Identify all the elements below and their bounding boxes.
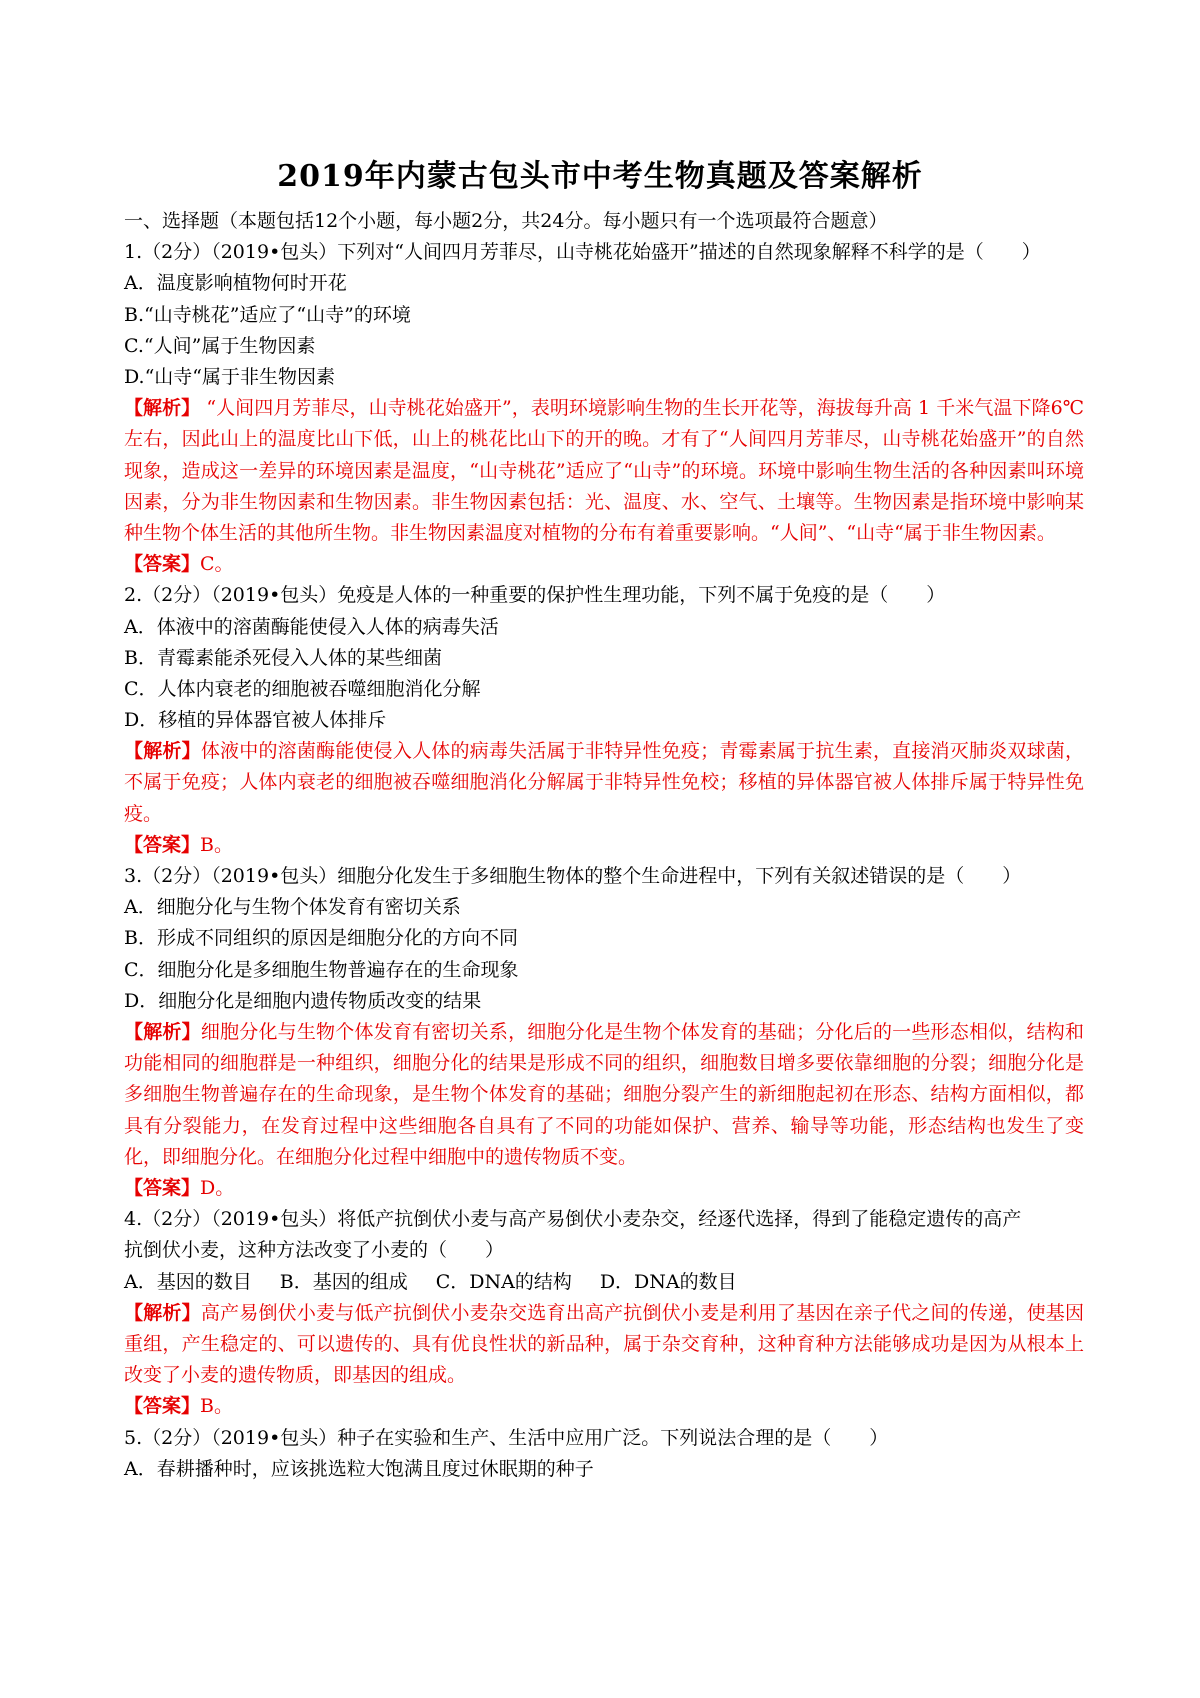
option-a: A．体液中的溶菌酶能使侵入人体的病毒失活 <box>124 615 499 638</box>
answer-tag: 【答案】 <box>124 553 201 576</box>
option-d: D．细胞分化是细胞内遗传物质改变的结果 <box>124 989 482 1012</box>
option-c: C．细胞分化是多细胞生物普遍存在的生命现象 <box>124 958 519 981</box>
option-a: A．春耕播种时，应该挑选粒大饱满且度过休眠期的种子 <box>124 1457 594 1480</box>
answer-value: B。 <box>200 833 233 856</box>
analysis-text: 体液中的溶菌酶能使侵入人体的病毒失活属于非特异性免疫；青霉素属于抗生素，直接消灭肺炎双球菌，不属于免疫；人体内衰老的细胞被吞噬细胞消化分解属于非特异性免校；移植的异体器官被人体排斥属于特异性免疫。 <box>124 740 1084 825</box>
answer-tag: 【答案】 <box>124 833 201 856</box>
question-stem: 3.（2分）（2019•包头）细胞分化发生于多细胞生物体的整个生命进程中，下列有关叙述错误的是（ ） <box>124 865 1022 888</box>
answer-line <box>124 549 1084 580</box>
question-4 <box>124 1204 1084 1422</box>
answer-line <box>124 1173 1084 1204</box>
answer-tag: 【答案】 <box>124 1395 201 1418</box>
answer-value: C。 <box>200 553 234 576</box>
options-row <box>124 1267 1084 1298</box>
answer-value: D。 <box>200 1177 235 1200</box>
option-c: C.“人间”属于生物因素 <box>124 334 316 357</box>
question-3 <box>124 861 1084 1204</box>
analysis-paragraph <box>124 736 1084 830</box>
option-c: C．人体内衰老的细胞被吞噬细胞消化分解 <box>124 677 481 700</box>
answer-value: B。 <box>200 1395 233 1418</box>
question-stem: 4.（2分）（2019•包头）将低产抗倒伏小麦与高产易倒伏小麦杂交，经逐代选择，得到了能稳定遗传的高产 <box>124 1208 1022 1231</box>
analysis-tag: 【解析】 <box>124 1301 201 1324</box>
question-stem: 2.（2分）（2019•包头）免疫是人体的一种重要的保护性生理功能，下列不属于免疫的是（ ） <box>124 584 946 607</box>
answer-tag: 【答案】 <box>124 1177 201 1200</box>
option-b: B．形成不同组织的原因是细胞分化的方向不同 <box>124 927 518 950</box>
option-b: B．基因的组成 <box>279 1270 408 1293</box>
analysis-text: “人间四月芳菲尽，山寺桃花始盛开”，表明环境影响生物的生长开花等，海拔每升高 1 千米气温下降6℃左右，因此山上的温度比山下低，山上的桃花比山下的开的晚。才有了“人间四月芳菲尽，山寺桃花始盛开”的自然现象，造成这一差异的环境因素是温度，“山寺桃花”适应了“山寺”的环境。环境中影响生物生活的各种因素叫环境因素，分为非生物因素和生物因素。非生物因素包括：光、温度、水、空气、土壤等。生物因素是指环境中影响某种生物个体生活的其他所生物。非生物因素温度对植物的分布有着重要影响。“人间”、“山寺“属于非生物因素。 <box>124 397 1084 544</box>
option-a: A．温度影响植物何时开花 <box>124 272 347 295</box>
question-5 <box>124 1423 1084 1485</box>
analysis-text: 高产易倒伏小麦与低产抗倒伏小麦杂交选育出高产抗倒伏小麦是利用了基因在亲子代之间的传递，使基因重组，产生稳定的、可以遗传的、具有优良性状的新品种，属于杂交育种，这种育种方法能够成功是因为从根本上改变了小麦的遗传物质，即基因的组成。 <box>124 1301 1084 1387</box>
question-2 <box>124 580 1084 861</box>
option-b: B．青霉素能杀死侵入人体的某些细菌 <box>124 646 442 669</box>
question-stem: 5.（2分）（2019•包头）种子在实验和生产、生活中应用广泛。下列说法合理的是（ ） <box>124 1426 889 1449</box>
question-stem: 1.（2分）（2019•包头）下列对“人间四月芳菲尽，山寺桃花始盛开”描述的自然现象解释不科学的是（ ） <box>124 241 1041 264</box>
analysis-tag: 【解析】 <box>124 397 201 420</box>
question-stem-continued: 抗倒伏小麦，这种方法改变了小麦的（ ） <box>124 1239 505 1262</box>
analysis-text: 细胞分化与生物个体发育有密切关系，细胞分化是生物个体发育的基础；分化后的一些形态相似，结构和功能相同的细胞群是一种组织，细胞分化的结果是形成不同的组织，细胞数目增多要依靠细胞的分裂；细胞分化是多细胞生物普遍存在的生命现象，是生物个体发育的基础；细胞分裂产生的新细胞起初在形态、结构方面相似，都具有分裂能力，在发育过程中这些细胞各自具有了不同的功能如保护、营养、输导等功能，形态结构也发生了变化，即细胞分化。在细胞分化过程中细胞中的遗传物质不变。 <box>124 1021 1084 1168</box>
answer-line <box>124 1391 1084 1422</box>
document-title: 2019年内蒙古包头市中考生物真题及答案解析 <box>277 159 923 194</box>
option-d: D.“山寺“属于非生物因素 <box>124 365 336 388</box>
answer-line <box>124 830 1084 861</box>
option-d: D．移植的异体器官被人体排斥 <box>124 709 387 732</box>
question-1 <box>124 237 1084 580</box>
section-heading: 一、选择题（本题包括12个小题，每小题2分，共24分。每小题只有一个选项最符合题意） <box>124 210 888 232</box>
analysis-paragraph <box>124 1298 1084 1392</box>
option-c: C．DNA的结构 <box>435 1270 572 1293</box>
document-body <box>124 206 1084 1485</box>
option-a: A．基因的数目 <box>124 1270 252 1293</box>
analysis-tag: 【解析】 <box>124 1021 201 1043</box>
analysis-paragraph <box>124 393 1084 549</box>
analysis-tag: 【解析】 <box>124 740 201 763</box>
option-d: D．DNA的数目 <box>599 1270 737 1293</box>
option-b: B.“山寺桃花”适应了“山寺”的环境 <box>124 303 411 326</box>
option-a: A．细胞分化与生物个体发育有密切关系 <box>124 896 461 919</box>
analysis-paragraph <box>124 1017 1084 1173</box>
